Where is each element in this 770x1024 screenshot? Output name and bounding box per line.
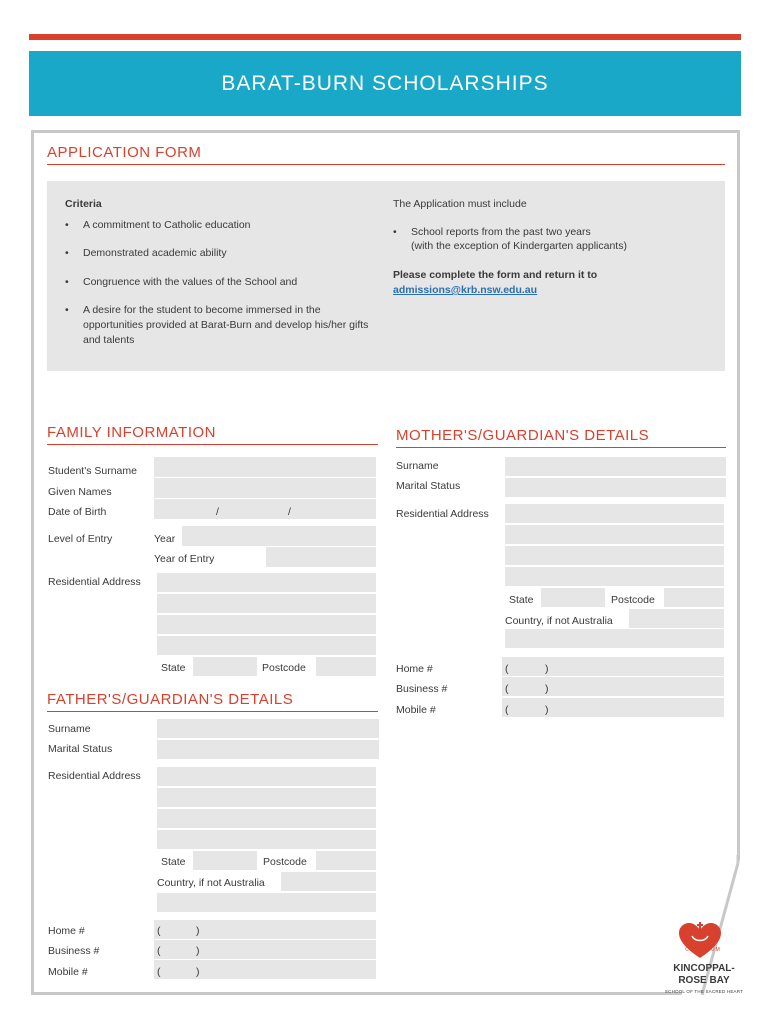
father-mobile-label: Mobile # — [48, 966, 88, 978]
paren-close: ) — [196, 966, 200, 978]
father-state-label: State — [161, 856, 186, 868]
criteria-item: Congruence with the values of the School and — [83, 276, 298, 288]
mother-address-field[interactable] — [505, 567, 724, 586]
mother-home-field[interactable] — [502, 657, 724, 676]
paren-close: ) — [545, 663, 549, 675]
page-title: BARAT-BURN SCHOLARSHIPS — [29, 51, 741, 116]
mother-business-field[interactable] — [502, 677, 724, 696]
mother-country-field-2[interactable] — [505, 629, 724, 648]
father-country-label: Country, if not Australia — [157, 877, 265, 889]
father-postcode-label: Postcode — [263, 856, 307, 868]
father-address-label: Residential Address — [48, 770, 141, 782]
dob-separator: / — [288, 506, 291, 518]
year-label: Year — [154, 533, 176, 545]
criteria-bullet: • — [65, 219, 69, 231]
family-postcode-label: Postcode — [262, 662, 306, 674]
top-accent-bar — [29, 34, 741, 40]
year-entry-label: Year of Entry — [154, 553, 215, 565]
father-mobile-field[interactable] — [154, 960, 376, 979]
mother-country-field[interactable] — [629, 609, 724, 628]
paren-open: ( — [505, 704, 509, 716]
mother-address-label: Residential Address — [396, 508, 489, 520]
father-address-field[interactable] — [157, 767, 376, 786]
include-item-line2: (with the exception of Kindergarten applicants) — [411, 240, 627, 252]
mother-address-field[interactable] — [505, 546, 724, 565]
mother-mobile-label: Mobile # — [396, 704, 436, 716]
family-postcode-field[interactable] — [316, 657, 376, 676]
paren-close: ) — [545, 683, 549, 695]
include-heading: The Application must include — [393, 198, 527, 210]
father-business-field[interactable] — [154, 940, 376, 959]
father-surname-field[interactable] — [157, 719, 379, 738]
include-item-line1: School reports from the past two years — [411, 226, 591, 238]
criteria-item: A desire for the student to become immersed in the opportunities provided at Barat-Burn and develop his/her gifts and talents — [83, 304, 369, 346]
logo-name-line1: KINCOPPAL- — [673, 963, 735, 974]
mother-details-rule — [396, 447, 726, 448]
paren-close: ) — [196, 945, 200, 957]
mother-business-label: Business # — [396, 683, 448, 695]
family-info-title: FAMILY INFORMATION — [47, 424, 217, 441]
mother-state-field[interactable] — [541, 588, 605, 607]
mother-country-label: Country, if not Australia — [505, 615, 613, 627]
paren-open: ( — [157, 925, 161, 937]
logo-motto: COR UNUM — [685, 947, 721, 953]
family-info-rule — [47, 444, 378, 445]
family-address-field[interactable] — [157, 636, 376, 655]
father-details-rule — [47, 711, 378, 712]
mother-surname-label: Surname — [396, 460, 439, 472]
given-names-field[interactable] — [154, 478, 376, 498]
father-address-field[interactable] — [157, 788, 376, 807]
application-form-rule — [47, 164, 725, 165]
application-form-title: APPLICATION FORM — [47, 144, 202, 161]
dob-field[interactable] — [154, 499, 376, 519]
year-field[interactable] — [182, 526, 376, 546]
father-details-title: FATHER'S/GUARDIAN'S DETAILS — [47, 691, 294, 708]
mother-address-field[interactable] — [505, 525, 724, 544]
paren-open: ( — [157, 945, 161, 957]
paren-close: ) — [545, 704, 549, 716]
mother-state-label: State — [509, 594, 534, 606]
paren-open: ( — [505, 663, 509, 675]
mother-surname-field[interactable] — [505, 457, 726, 476]
paren-open: ( — [505, 683, 509, 695]
family-address-label: Residential Address — [48, 576, 141, 588]
criteria-item: A commitment to Catholic education — [83, 219, 251, 231]
father-state-field[interactable] — [193, 851, 257, 870]
father-address-field[interactable] — [157, 809, 376, 828]
mother-mobile-field[interactable] — [502, 698, 724, 717]
family-address-field[interactable] — [157, 594, 376, 613]
mother-details-title: MOTHER'S/GUARDIAN'S DETAILS — [396, 427, 650, 444]
father-surname-label: Surname — [48, 723, 91, 735]
mother-home-label: Home # — [396, 663, 433, 675]
father-country-field-2[interactable] — [157, 893, 376, 912]
father-home-field[interactable] — [154, 920, 376, 939]
year-entry-field[interactable] — [266, 547, 376, 567]
mother-address-field[interactable] — [505, 504, 724, 523]
criteria-heading: Criteria — [65, 198, 102, 210]
paren-open: ( — [157, 966, 161, 978]
student-surname-label: Student's Surname — [48, 465, 137, 477]
family-address-field[interactable] — [157, 573, 376, 592]
father-address-field[interactable] — [157, 830, 376, 849]
criteria-bullet: • — [65, 276, 69, 288]
father-marital-label: Marital Status — [48, 743, 113, 755]
father-business-label: Business # — [48, 945, 100, 957]
logo-name-line2: ROSE BAY — [678, 975, 730, 986]
father-country-field[interactable] — [281, 872, 376, 891]
father-home-label: Home # — [48, 925, 85, 937]
logo-subtitle: SCHOOL OF THE SACRED HEART — [664, 989, 744, 994]
mother-postcode-field[interactable] — [664, 588, 724, 607]
student-surname-field[interactable] — [154, 457, 376, 477]
father-marital-field[interactable] — [157, 740, 379, 759]
heart-crest-icon — [675, 918, 725, 964]
family-state-label: State — [161, 662, 186, 674]
criteria-item: Demonstrated academic ability — [83, 247, 227, 259]
given-names-label: Given Names — [48, 486, 112, 498]
paren-close: ) — [196, 925, 200, 937]
dob-label: Date of Birth — [48, 506, 107, 518]
dob-separator: / — [216, 506, 219, 518]
include-bullet: • — [393, 226, 397, 238]
family-address-field[interactable] — [157, 615, 376, 634]
mother-marital-field[interactable] — [505, 478, 726, 497]
email-link[interactable]: admissions@krb.nsw.edu.au — [393, 284, 538, 296]
criteria-bullet: • — [65, 247, 69, 259]
level-entry-label: Level of Entry — [48, 533, 113, 545]
family-state-field[interactable] — [193, 657, 257, 676]
criteria-bullet: • — [65, 304, 69, 316]
complete-instruction: Please complete the form and return it to — [393, 269, 598, 281]
father-postcode-field[interactable] — [316, 851, 376, 870]
mother-marital-label: Marital Status — [396, 480, 461, 492]
mother-postcode-label: Postcode — [611, 594, 655, 606]
